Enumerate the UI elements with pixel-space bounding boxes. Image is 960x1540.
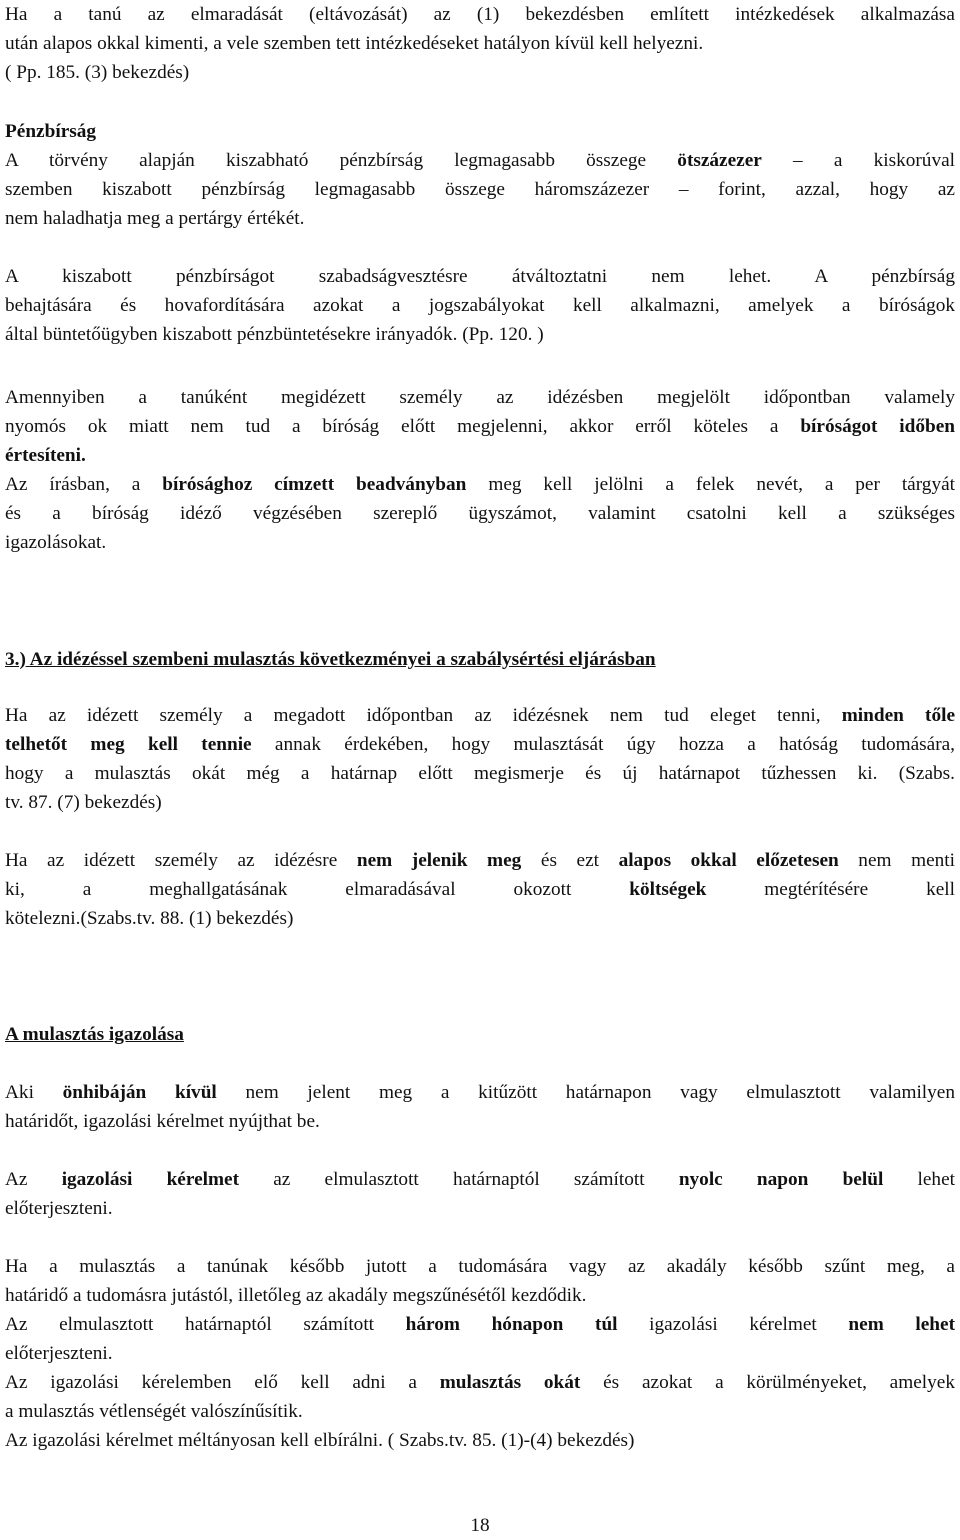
- bold-text: alapos okkal előzetesen: [618, 850, 839, 871]
- bold-text: bírósághoz címzett beadványban: [162, 474, 467, 495]
- section-heading: Pénzbírság: [5, 121, 97, 142]
- paragraph-szabs-87: [5, 701, 955, 817]
- bold-text: ötszázezer: [677, 150, 762, 171]
- text-line: által büntetőügyben kiszabott pénzbüntetésekre irányadók. (Pp. 120. ): [5, 324, 544, 345]
- paragraph-kimentes: [5, 0, 955, 87]
- text-line: [5, 875, 955, 904]
- text-line: határidőt, igazolási kérelmet nyújthat be.: [5, 1111, 320, 1132]
- paragraph-szabs-88: [5, 846, 955, 933]
- text-line: és a bíróság idéző végzésében szereplő ügyszámot, valamint csatolni kell a szükséges: [5, 503, 955, 524]
- text-line: [5, 1078, 955, 1107]
- text-run: nem menti: [838, 850, 955, 871]
- paragraph-irasban: [5, 470, 955, 557]
- text-run: Az: [5, 1169, 62, 1190]
- text-run: Az igazolási kérelemben elő kell adni a: [5, 1372, 440, 1393]
- text-line: ( Pp. 185. (3) bekezdés): [5, 62, 190, 83]
- text-line: Az igazolási kérelmet méltányosan kell elbírálni. ( Szabs.tv. 85. (1)-(4) bekezdés): [5, 1430, 635, 1451]
- text-run: meg kell jelölni a felek nevét, a per tárgyát: [466, 474, 956, 495]
- section-3-heading: [5, 645, 955, 674]
- text-run: és azokat a körülményeket, amelyek: [580, 1372, 955, 1393]
- text-line: [5, 146, 955, 175]
- text-line: behajtására és hovafordítására azokat a jogszabályokat kell alkalmazni, amelyek a bíróságok: [5, 295, 955, 316]
- text-run: és ezt: [521, 850, 619, 871]
- text-run: Aki: [5, 1082, 63, 1103]
- text-line: határidő a tudomásra jutástól, illetőleg az akadály megszűnésétől kezdődik.: [5, 1285, 587, 1306]
- text-line: [5, 1165, 955, 1194]
- bold-text: telhetőt meg kell tennie: [5, 734, 252, 755]
- text-line: után alapos okkal kimenti, a vele szemben tett intézkedéseket hatályon kívül kell helyezni.: [5, 33, 704, 54]
- section-title: [5, 645, 955, 674]
- text-line: [5, 701, 955, 730]
- text-line: [5, 412, 955, 441]
- text-line: A kiszabott pénzbírságot szabadságvesztésre átváltoztatni nem lehet. A pénzbírság: [5, 266, 955, 287]
- bold-text: nem lehet: [848, 1314, 955, 1335]
- text-line: [5, 846, 955, 875]
- text-run: Ha az idézett személy a megadott időpontban az idézésnek nem tud eleget tenni,: [5, 705, 842, 726]
- section-heading: A mulasztás igazolása: [5, 1024, 184, 1045]
- paragraph-igazolas-3: [5, 1252, 955, 1455]
- bold-text: költségek: [629, 879, 707, 900]
- text-line: szemben kiszabott pénzbírság legmagasabb összege háromszázezer – forint, azzal, hogy az: [5, 179, 955, 200]
- text-run: nyomós ok miatt nem tud a bíróság előtt megjelenni, akkor erről köteles a: [5, 416, 801, 437]
- text-run: Ha az idézett személy az idézésre: [5, 850, 357, 871]
- page-number: 18: [470, 1515, 490, 1536]
- paragraph-atvaltoztatas: [5, 262, 955, 349]
- bold-text: nyolc napon belül: [678, 1169, 884, 1190]
- text-run: annak érdekében, hogy mulasztását úgy hozza a hatóság tudomására,: [251, 734, 956, 755]
- bold-text: három hónapon túl: [405, 1314, 618, 1335]
- text-run: ki, a meghallgatásának elmaradásával okozott: [5, 879, 630, 900]
- text-line: Amennyiben a tanúként megidézett személy az idézésben megjelölt időpontban valamely: [5, 387, 955, 408]
- text-line: [5, 1368, 955, 1397]
- text-run: nem jelent meg a kitűzött határnapon vagy elmulasztott valamilyen: [216, 1082, 956, 1103]
- text-line: tv. 87. (7) bekezdés): [5, 792, 162, 813]
- bold-text: mulasztás okát: [439, 1372, 581, 1393]
- text-line: kötelezni.(Szabs.tv. 88. (1) bekezdés): [5, 908, 294, 929]
- section-number: 3.): [5, 649, 26, 670]
- bold-text: igazolási kérelmet: [61, 1169, 240, 1190]
- bold-text: minden tőle: [841, 705, 956, 726]
- section-title-text: Az idézéssel szembeni mulasztás következményei a szabálysértési eljárásban: [25, 649, 656, 670]
- text-line: előterjeszteni.: [5, 1198, 113, 1219]
- text-run: Az elmulasztott határnaptól számított: [5, 1314, 406, 1335]
- text-run: igazolási kérelmet: [617, 1314, 849, 1335]
- text-line: hogy a mulasztás okát még a határnap előtt megismerje és új határnapot tűzhessen ki. (Szabs.: [5, 763, 955, 784]
- text-line: a mulasztás vétlenségét valószínűsítik.: [5, 1401, 303, 1422]
- bold-text: nem jelenik meg: [356, 850, 522, 871]
- bold-text: bíróságot időben: [800, 416, 956, 437]
- paragraph-amennyiben: [5, 383, 955, 470]
- text-run: Az írásban, a: [5, 474, 163, 495]
- text-run: megtérítésére kell: [706, 879, 955, 900]
- text-line: nem haladhatja meg a pertárgy értékét.: [5, 208, 305, 229]
- text-line: Ha a mulasztás a tanúnak később jutott a tudomására vagy az akadály később szűnt meg, a: [5, 1256, 955, 1277]
- bold-text: önhibáján kívül: [62, 1082, 217, 1103]
- section-igazolas-heading: [5, 1020, 955, 1049]
- text-line: Ha a tanú az elmaradását (eltávozását) az (1) bekezdésben említett intézkedések alkalmazása: [5, 4, 955, 25]
- text-run: lehet: [883, 1169, 955, 1190]
- text-line: [5, 470, 955, 499]
- text-line: igazolásokat.: [5, 532, 107, 553]
- text-run: az elmulasztott határnaptól számított: [239, 1169, 679, 1190]
- text-line: előterjeszteni.: [5, 1343, 113, 1364]
- text-line: [5, 730, 955, 759]
- section-penzbirsag: [5, 117, 955, 233]
- text-run: A törvény alapján kiszabható pénzbírság legmagasabb összege: [5, 150, 678, 171]
- paragraph-igazolas-1: [5, 1078, 955, 1136]
- text-line: értesíteni.: [5, 445, 86, 466]
- text-line: [5, 1310, 955, 1339]
- paragraph-igazolas-2: [5, 1165, 955, 1223]
- text-run: – a kiskorúval: [761, 150, 956, 171]
